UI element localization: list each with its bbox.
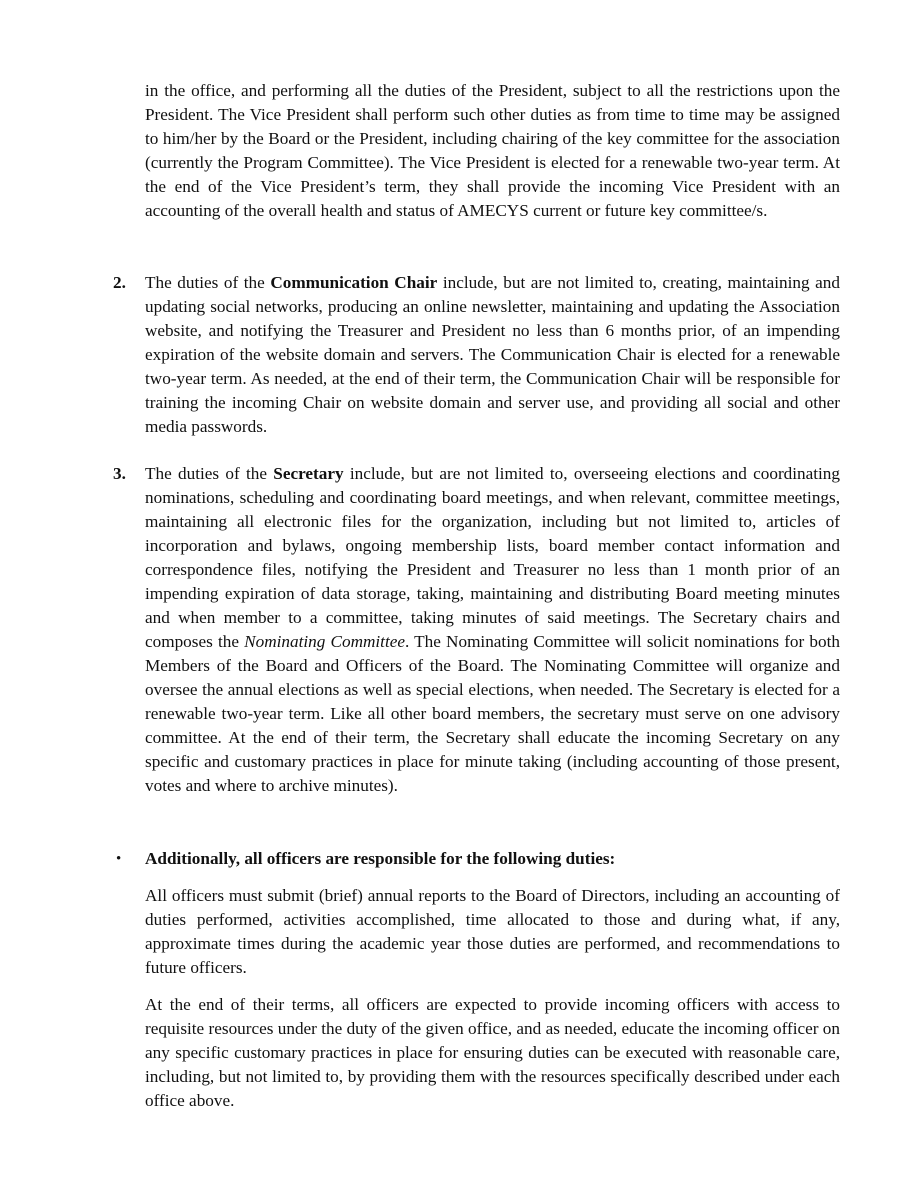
item-number-2: 2. [113, 273, 126, 292]
communication-chair-intro: The duties of the [145, 273, 271, 292]
officer-duties-heading: Additionally, all officers are responsible for the following duties: [145, 849, 616, 868]
secretary-paragraph [145, 462, 840, 798]
communication-chair-duties: include, but are not limited to, creating, maintaining and updating social networks, producing an online newsletter, maintaining and updating the Association website, and notifying the Treasurer and President no less than 6 months prior, of an impending expiration of the website domain and servers. The Communication Chair is elected for a renewable two-year term. As needed, at the end of their term, the Communication Chair will be responsible for training the incoming Chair on website domain and server use, and providing all social and other media passwords. [145, 273, 840, 436]
vice-president-continuation-paragraph: in the office, and performing all the duties of the President, subject to all the restrictions upon the President. The Vice President shall perform such other duties as from time to time may be assigned to him/her by the Board or the President, including chairing of the key committee for the association (currently the Program Committee). The Vice President is elected for a renewable two-year term. At the end of the Vice President’s term, they shall provide the incoming Vice President with an accounting of the overall health and status of AMECYS current or future key committee/s. [145, 81, 840, 220]
secretary-duties-continued: . The Nominating Committee will solicit nominations for both Members of the Board and Officers of the Board. The Nominating Committee will organize and oversee the annual elections as well as special elections, when needed. The Secretary is elected for a renewable two-year term. Like all other board members, the secretary must serve on one advisory committee. At the end of their term, the Secretary shall educate the incoming Secretary on any specific and customary practices in place for minute taking (including accounting of those present, votes and where to archive minutes). [145, 632, 840, 795]
item-number-3: 3. [113, 464, 126, 483]
annual-reports-paragraph: All officers must submit (brief) annual reports to the Board of Directors, including an accounting of duties performed, activities accomplished, time allocated to those and during what, if any, approximate times during the academic year those duties are performed, and recommendations to future officers. [145, 886, 840, 977]
bullet-marker: • [116, 851, 122, 867]
communication-chair-title: Communication Chair [270, 273, 438, 292]
communication-chair-paragraph [145, 271, 840, 439]
nominating-committee-term: Nominating Committee [244, 632, 405, 651]
secretary-title: Secretary [273, 464, 344, 483]
secretary-intro: The duties of the [145, 464, 274, 483]
end-of-term-paragraph: At the end of their terms, all officers are expected to provide incoming officers with access to requisite resources under the duty of the given office, and as needed, educate the incoming officer on any specific customary practices in place for ensuring duties can be executed with reasonable care, including, but not limited to, by providing them with the resources specifically described under each office above. [145, 995, 840, 1110]
secretary-duties: include, but are not limited to, overseeing elections and coordinating nominations, scheduling and coordinating board meetings, and when relevant, committee meetings, maintaining all electronic files for the organization, including but not limited to, articles of incorporation and bylaws, ongoing membership lists, board member contact information and correspondence files, notifying the President and Treasurer no less than 1 month prior of an impending expiration of data storage, taking, maintaining and distributing Board meeting minutes and when member to a committee, taking minutes of said meetings. The Secretary chairs and composes the [145, 464, 840, 651]
